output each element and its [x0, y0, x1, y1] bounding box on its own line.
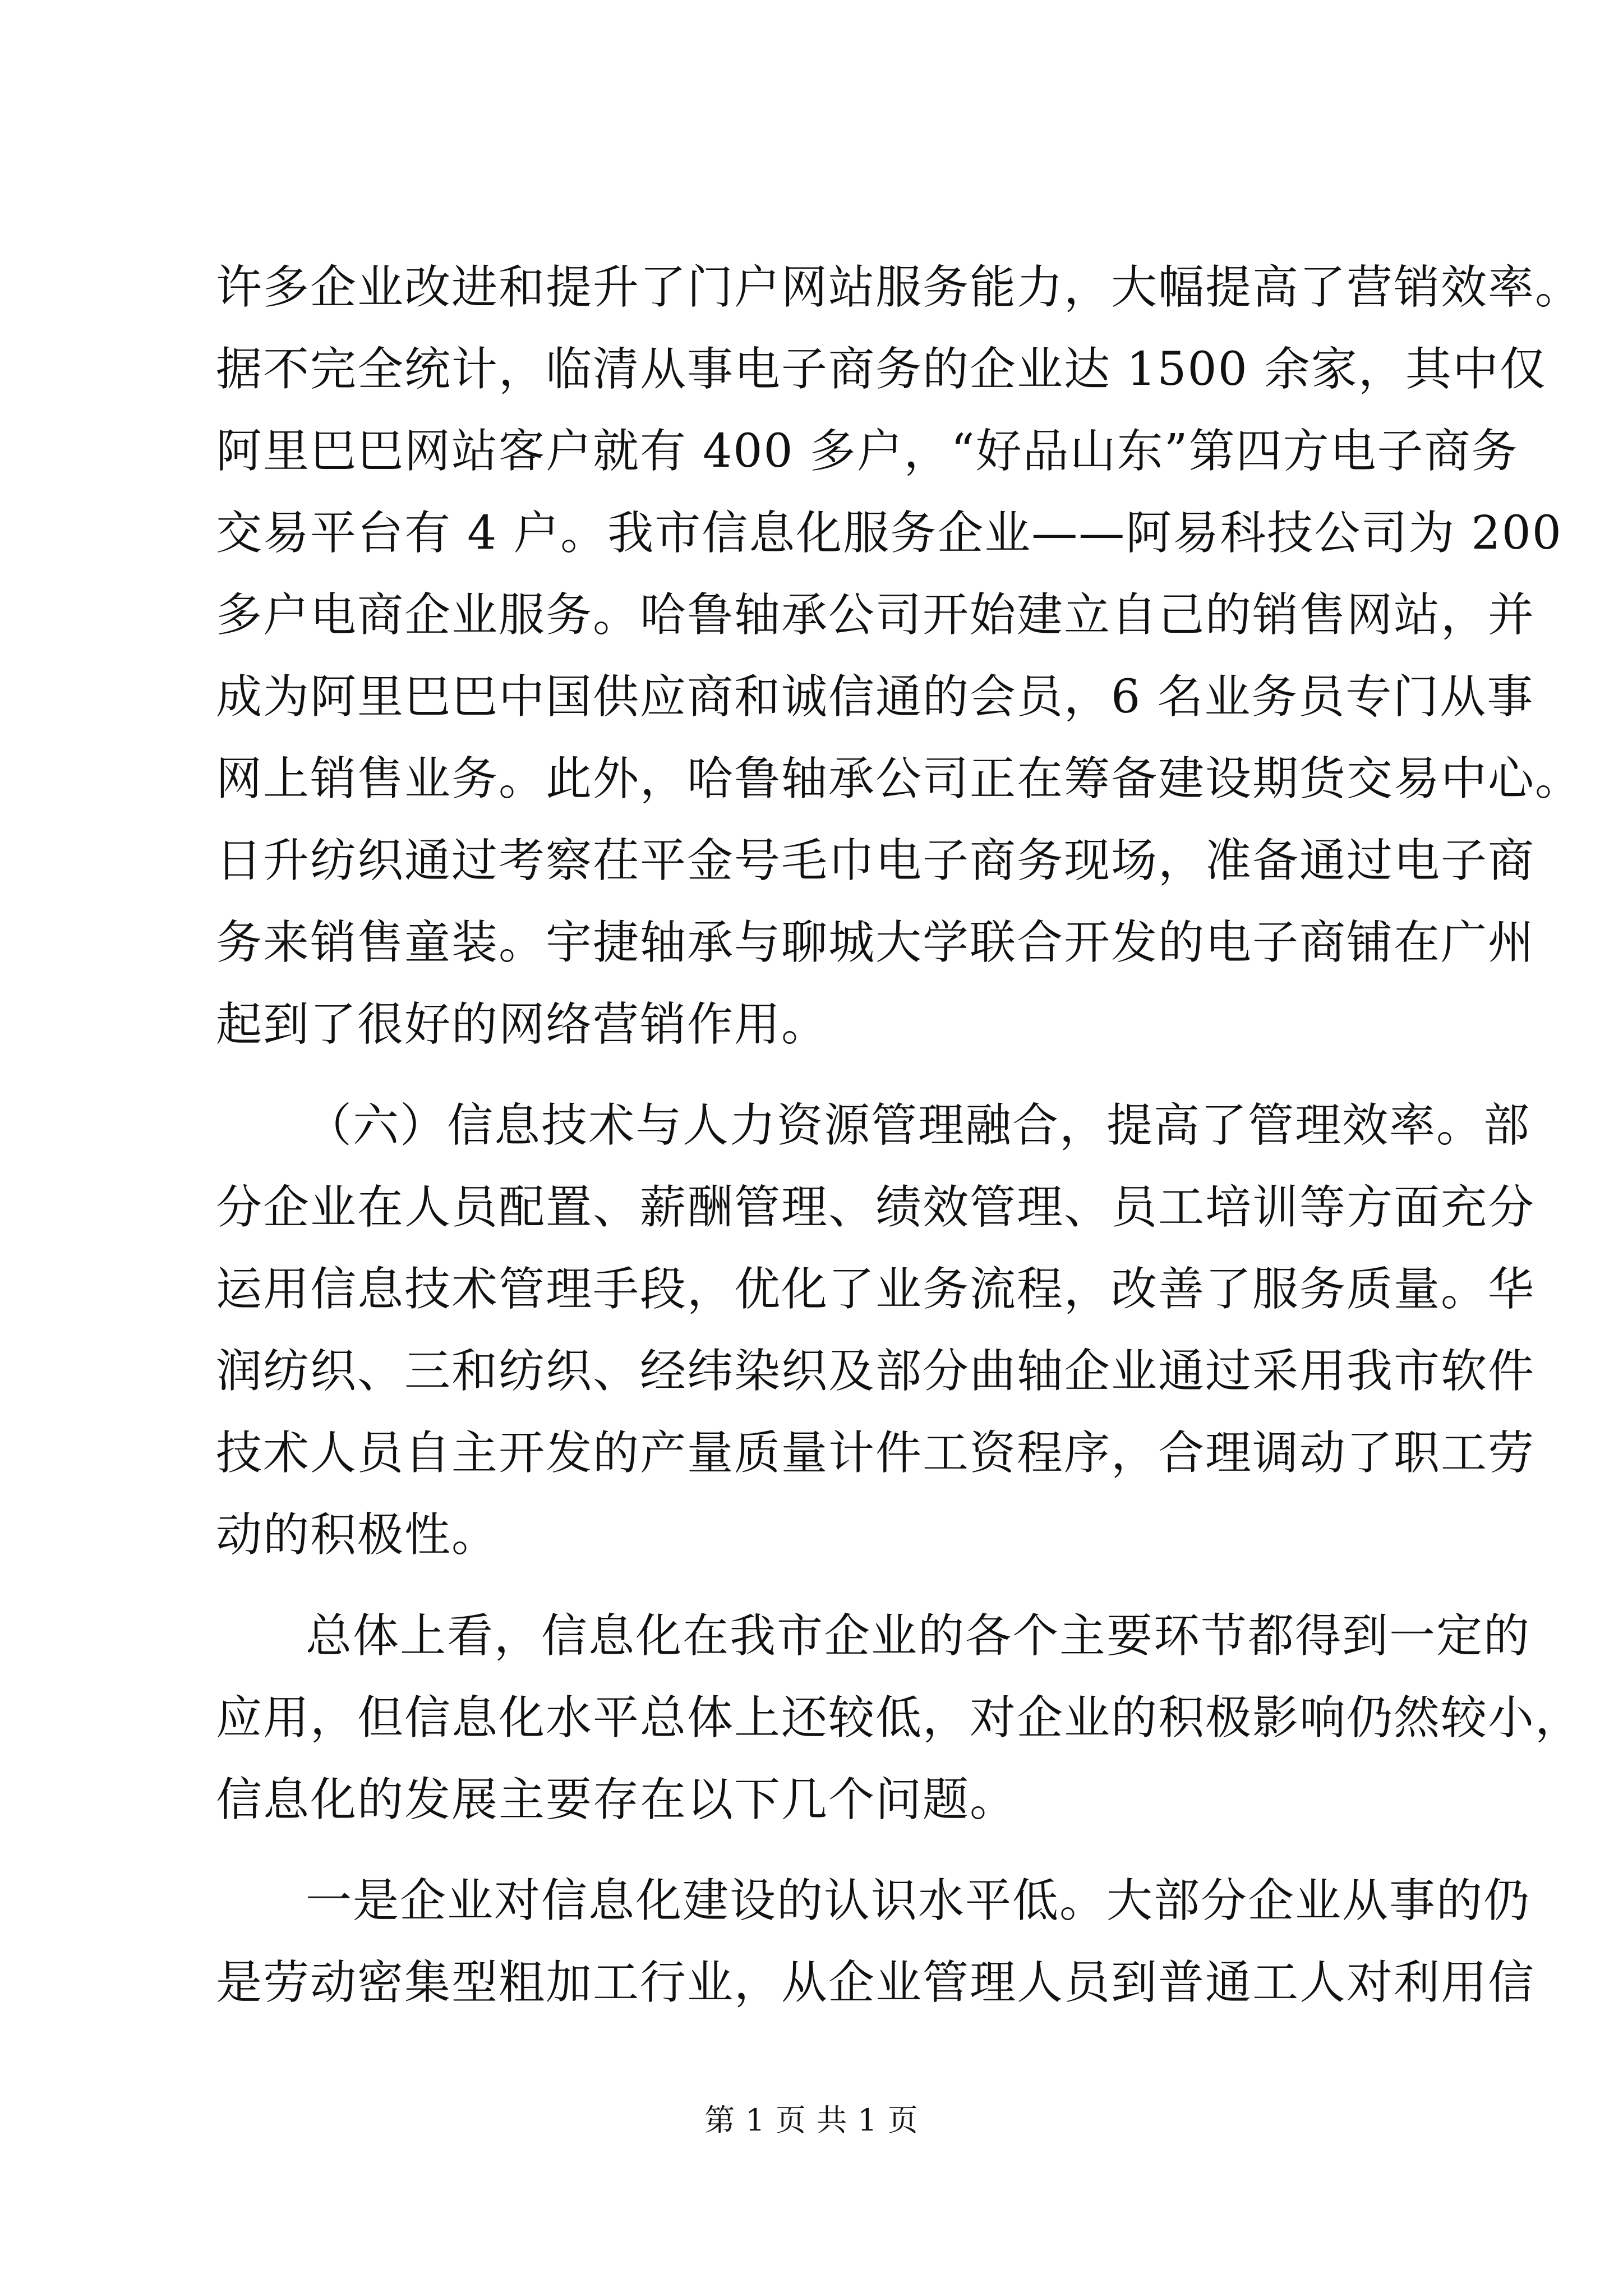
- paragraph-1: [216, 247, 1583, 1066]
- paragraph-4: [216, 1860, 1536, 2024]
- text-line: （六）信息技术与人力资源管理融合，提高了管理效率。部: [306, 1099, 1531, 1152]
- text-line: 动的积极性。: [216, 1508, 499, 1562]
- body-text: [216, 247, 1583, 2024]
- text-line: 务来销售童装。宇捷轴承与聊城大学联合开发的电子商铺在广州: [216, 916, 1536, 969]
- text-line: 是劳动密集型粗加工行业，从企业管理人员到普通工人对利用信: [216, 1956, 1536, 2009]
- text-line: 阿里巴巴网站客户就有 400 多户，“好品山东”第四方电子商务: [216, 425, 1519, 478]
- page-footer: 第 1 页 共 1 页: [704, 2102, 919, 2138]
- text-line: 交易平台有 4 户。我市信息化服务企业——阿易科技公司为 200: [216, 507, 1562, 560]
- paragraph-3: [216, 1595, 1583, 1841]
- text-line: 起到了很好的网络营销作用。: [216, 998, 829, 1051]
- text-line: 运用信息技术管理手段，优化了业务流程，改善了服务质量。华: [216, 1263, 1536, 1316]
- text-line: 信息化的发展主要存在以下几个问题。: [216, 1773, 1017, 1826]
- text-line: 据不完全统计，临清从事电子商务的企业达 1500 余家，其中仅: [216, 343, 1547, 396]
- text-line: 润纺织、三和纺织、经纬染织及部分曲轴企业通过采用我市软件: [216, 1345, 1536, 1398]
- text-line: 一是企业对信息化建设的认识水平低。大部分企业从事的仍: [306, 1874, 1531, 1927]
- text-line: 网上销售业务。此外，哈鲁轴承公司正在筹备建设期货交易中心。: [216, 752, 1583, 806]
- text-line: 分企业在人员配置、薪酬管理、绩效管理、员工培训等方面充分: [216, 1181, 1536, 1234]
- paragraph-spacer: [216, 1066, 1422, 1085]
- text-line: 成为阿里巴巴中国供应商和诚信通的会员，6 名业务员专门从事: [216, 670, 1534, 724]
- text-line: 总体上看，信息化在我市企业的各个主要环节都得到一定的: [306, 1609, 1531, 1663]
- text-line: 许多企业改进和提升了门户网站服务能力，大幅提高了营销效率。: [216, 261, 1583, 314]
- text-line: 日升纺织通过考察茌平金号毛巾电子商务现场，准备通过电子商: [216, 834, 1536, 887]
- paragraph-2: [216, 1085, 1536, 1576]
- text-line: 技术人员自主开发的产量质量计件工资程序，合理调动了职工劳: [216, 1427, 1536, 1480]
- paragraph-spacer: [216, 1576, 1422, 1595]
- paragraph-spacer: [216, 1841, 1422, 1860]
- text-line: 应用，但信息化水平总体上还较低，对企业的积极影响仍然较小，: [216, 1691, 1583, 1745]
- text-line: 多户电商企业服务。哈鲁轴承公司开始建立自己的销售网站，并: [216, 588, 1536, 642]
